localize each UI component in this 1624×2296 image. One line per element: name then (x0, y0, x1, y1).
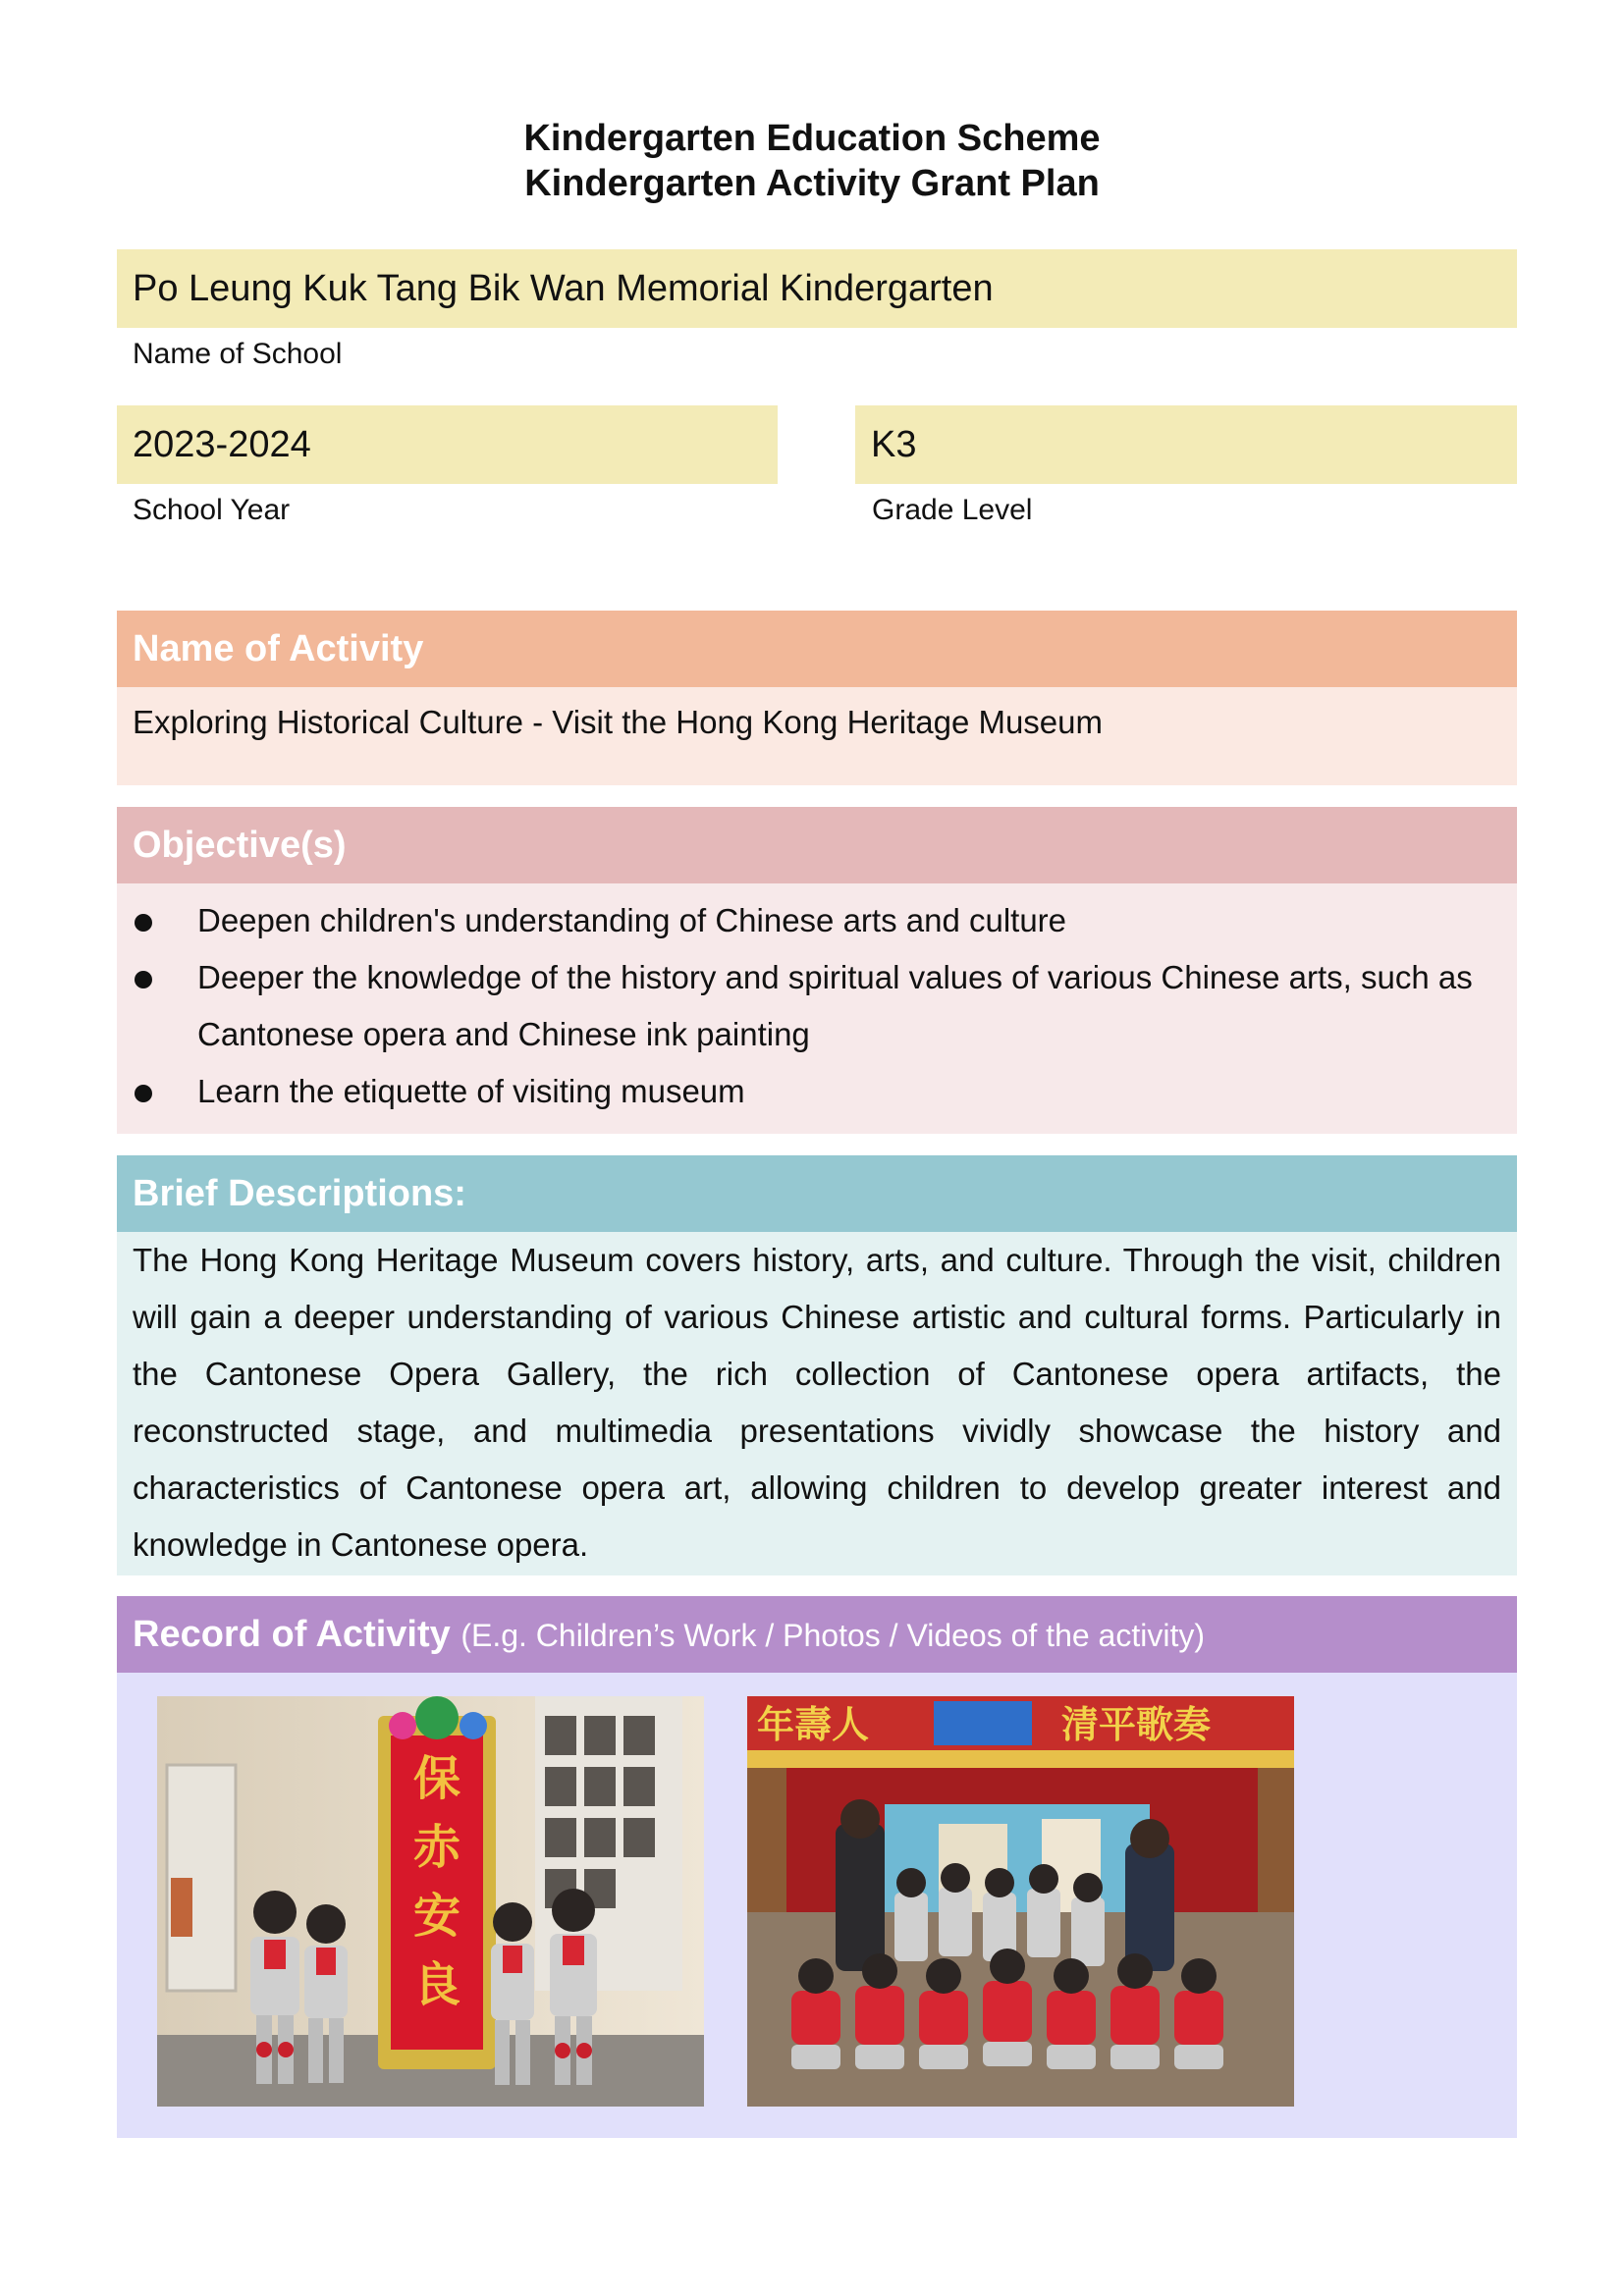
photo-opera-stage-group (747, 1696, 1294, 2107)
bullet-icon (135, 971, 152, 988)
document-title-line1: Kindergarten Education Scheme (523, 118, 1101, 159)
svg-text:年壽人: 年壽人 (757, 1702, 870, 1746)
document-title-line2: Kindergarten Activity Grant Plan (524, 163, 1100, 204)
school-year-label: School Year (133, 494, 291, 526)
svg-text:清平歌奏: 清平歌奏 (1061, 1702, 1212, 1746)
objective-text: Deeper the knowledge of the history and spiritual values of various Chinese arts, such as Cantonese opera and Chinese ink painting (197, 959, 1473, 1052)
banner-char: 保 (412, 1751, 461, 1806)
svg-text:赤: 赤 (412, 1820, 461, 1875)
school-year-field (117, 405, 778, 484)
description-text: The Hong Kong Heritage Museum covers history, arts, and culture. Through the visit, children will gain a deeper understanding of various Chinese artistic and cultural forms. Particularly in the Cantonese Opera Gallery, the rich collection of Cantonese opera artifacts, the reconstructed stage, and multimedia presentations vividly showcase the history and characteristics of Cantonese opera art, allowing children to develop greater interest and knowledge in Cantonese opera. (133, 1242, 1501, 1563)
svg-text:安: 安 (412, 1889, 461, 1944)
record-subheading: (E.g. Children’s Work / Photos / Videos of the activity) (460, 1618, 1205, 1653)
activity-body (117, 687, 1517, 785)
activity-name-value: Exploring Historical Culture - Visit the Hong Kong Heritage Museum (133, 704, 1104, 740)
objectives-heading: Objective(s) (117, 807, 1517, 883)
school-year-value: 2023-2024 (133, 424, 311, 465)
bullet-icon (135, 1085, 152, 1102)
objective-item (117, 949, 1517, 1063)
record-heading (117, 1596, 1517, 1673)
grade-level-label: Grade Level (872, 494, 1033, 526)
school-name-value: Po Leung Kuk Tang Bik Wan Memorial Kindergarten (133, 268, 994, 309)
photo-children-banner (157, 1696, 704, 2107)
photo-children-banner-icon (157, 1696, 704, 2107)
school-name-label: Name of School (133, 338, 343, 370)
objective-text: Learn the etiquette of visiting museum (197, 1073, 745, 1109)
record-heading-text: Record of Activity (133, 1614, 451, 1655)
description-body (117, 1232, 1517, 1575)
photo-opera-stage-icon (747, 1696, 1294, 2107)
grade-level-value: K3 (871, 424, 917, 465)
svg-text:良: 良 (412, 1957, 461, 2012)
description-heading: Brief Descriptions: (117, 1155, 1517, 1232)
bullet-icon (135, 914, 152, 932)
grade-level-field (855, 405, 1517, 484)
activity-heading: Name of Activity (117, 611, 1517, 687)
objectives-list (117, 892, 1517, 1120)
school-name-field (117, 249, 1517, 328)
objectives-body (117, 883, 1517, 1134)
objective-item (117, 892, 1517, 949)
objective-item (117, 1063, 1517, 1120)
objective-text: Deepen children's understanding of Chinese arts and culture (197, 902, 1067, 938)
